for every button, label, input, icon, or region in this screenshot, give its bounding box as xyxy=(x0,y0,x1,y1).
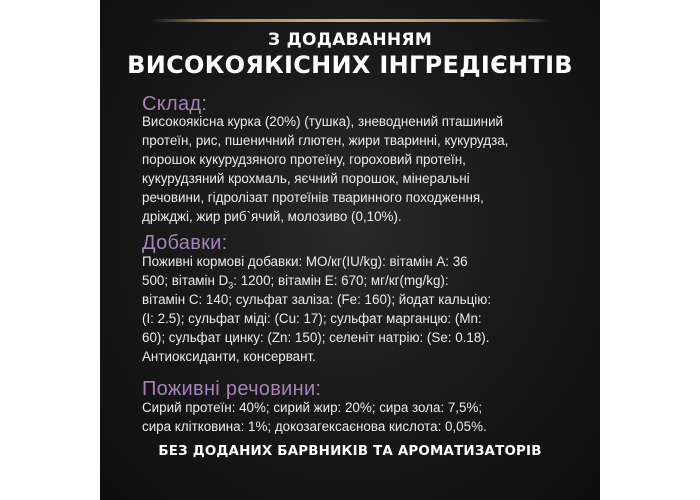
additives-line: Поживні кормові добавки: МО/кг(IU/kg): вітамін А: 36 xyxy=(142,254,468,269)
additives-line: вітамін С: 140; сульфат заліза: (Fe: 160); йодат кальцію: xyxy=(142,292,492,307)
composition-line: кукурудзяний крохмаль, яєчний порошок, мінеральні xyxy=(142,171,470,186)
headline-line-1: З ДОДАВАННЯМ xyxy=(267,30,433,50)
subscript-3: 3 xyxy=(228,280,234,291)
composition-heading: Склад: xyxy=(142,93,208,115)
nutrients-text xyxy=(142,398,572,436)
headline-line-2: ВИСОКОЯКІСНИХ ІНГРЕДІЄНТІВ xyxy=(127,51,573,79)
nutrients-heading: Поживні речовини: xyxy=(142,378,322,400)
additives-heading: Добавки: xyxy=(142,232,228,254)
additives-line-vitamin-d xyxy=(142,271,572,290)
composition-line: протеїн, рис, пшеничний глютен, жири тваринні, кукурудза, xyxy=(142,133,509,148)
composition-line: порошок кукурудзяного протеїну, гороховий протеїн, xyxy=(142,152,466,167)
additives-text xyxy=(142,252,572,366)
composition-line: речовини, гідролізат протеїнів тваринного походження, xyxy=(142,190,484,205)
nutrients-line: Сирий протеїн: 40%; сирий жир: 20%; сира зола: 7,5%; xyxy=(142,400,483,415)
nutrients-line: сира клітковина: 1%; докозагексаєнова кислота: 0,05%. xyxy=(142,419,487,434)
composition-line: Високоякісна курка (20%) (тушка), зневоднений пташиний xyxy=(142,114,504,129)
additives-line-part: 500; вітамін D xyxy=(142,273,229,288)
label-panel xyxy=(100,0,600,500)
composition-line: дріжджі, жир риб`ячий, молозиво (0,10%). xyxy=(142,209,402,224)
composition-text xyxy=(142,112,572,226)
footer-claim: БЕЗ ДОДАНИХ БАРВНИКІВ ТА АРОМАТИЗАТОРІВ xyxy=(158,444,542,459)
gold-divider-line xyxy=(150,19,550,22)
additives-line: Антиоксиданти, консервант. xyxy=(142,349,316,364)
additives-line: (I: 2.5); сульфат міді: (Cu: 17); сульфат марганцю: (Mn: xyxy=(142,311,482,326)
additives-line: 60); сульфат цинку: (Zn: 150); селеніт натрію: (Se: 0.18). xyxy=(142,330,490,345)
additives-line-part: : 1200; вітамін Е: 670; мг/кг(mg/kg): xyxy=(233,273,449,288)
